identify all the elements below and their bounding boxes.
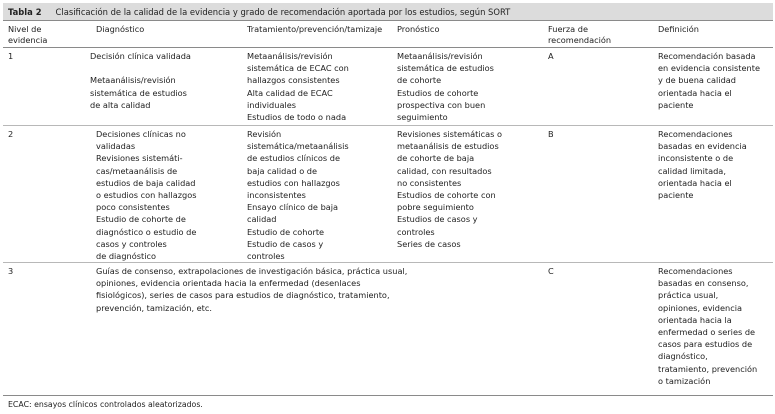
row2-tratamiento: Revisión sistemática/metaanálisis de estudios clínicos de baja calidad o de estudios con hallazgos inconsistentes Ensayo clínico de baja calidad Estudio de cohorte Estudio de casos y controles xyxy=(247,129,349,262)
row1-pronostico: Metaanálisis/revisión sistemática de estudios de cohorte Estudios de cohorte prospectiva con buen seguimiento xyxy=(397,51,494,123)
row1-fuerza: A xyxy=(548,51,554,61)
row1-definicion: Recomendación basada en evidencia consistente y de buena calidad orientada hacia el paciente xyxy=(658,51,760,110)
evidence-table xyxy=(3,3,773,391)
row2-pronostico: Revisiones sistemáticas o metaanálisis de estudios de cohorte de baja calidad, con resultados no consistentes Estudios de cohorte con pobre seguimiento Estudios de casos y controles Series de casos xyxy=(397,129,503,249)
table-title: Clasificación de la calidad de la evidencia y grado de recomendación aportada por los estudios, según SORT xyxy=(55,6,511,17)
table-row xyxy=(3,263,773,391)
table-number: Tabla 2 xyxy=(8,6,42,17)
row2-definicion: Recomendaciones basadas en evidencia inconsistente o de calidad limitada, orientada hacia el paciente xyxy=(658,129,747,201)
header-nivel: Nivel de evidencia xyxy=(8,24,48,45)
row2-fuerza: B xyxy=(548,129,554,139)
header-diagnostico: Diagnóstico xyxy=(96,24,145,34)
row1-nivel: 1 xyxy=(8,51,14,61)
table-row xyxy=(3,48,773,126)
row3-nivel: 3 xyxy=(8,266,14,276)
header-pronostico: Pronóstico xyxy=(397,24,440,34)
row3-diagnostico: Guías de consenso, extrapolaciones de investigación básica, práctica usual, opiniones, evidencia orientada hacia la enfermedad (desenlaces fisiológicos), series de casos para estudios de diagnóstico, tratamiento, prevención, tamización, etc. xyxy=(96,266,408,313)
table-footnote: ECAC: ensayos clínicos controlados aleatorizados. xyxy=(8,400,203,409)
row2-nivel: 2 xyxy=(8,129,14,139)
row2-diagnostico: Decisiones clínicas no validadas Revisiones sistemáti- cas/metaanálisis de estudios de baja calidad o estudios con hallazgos poco consistentes Estudio de cohorte de diagnóstico o estudio de casos y controles de diagnóstico xyxy=(96,129,197,262)
header-definicion: Definición xyxy=(658,24,699,34)
row3-fuerza: C xyxy=(548,266,554,276)
table-row xyxy=(3,126,773,263)
header-fuerza: Fuerza de recomendación xyxy=(548,24,612,45)
row1-diagnostico: Decisión clínica validada Metaanálisis/revisión sistemática de estudios de alta calidad xyxy=(90,51,191,110)
row1-tratamiento: Metaanálisis/revisión sistemática de ECAC con hallazgos consistentes Alta calidad de ECAC individuales Estudios de todo o nada xyxy=(247,51,349,123)
table-header xyxy=(3,21,773,48)
table-caption xyxy=(3,3,773,20)
row3-definicion: Recomendaciones basadas en consenso, práctica usual, opiniones, evidencia orientada hacia la enfermedad o series de casos para estudios de diagnóstico, tratamiento, prevención o tamización xyxy=(658,266,758,386)
header-tratamiento: Tratamiento/prevención/tamizaje xyxy=(247,24,383,34)
